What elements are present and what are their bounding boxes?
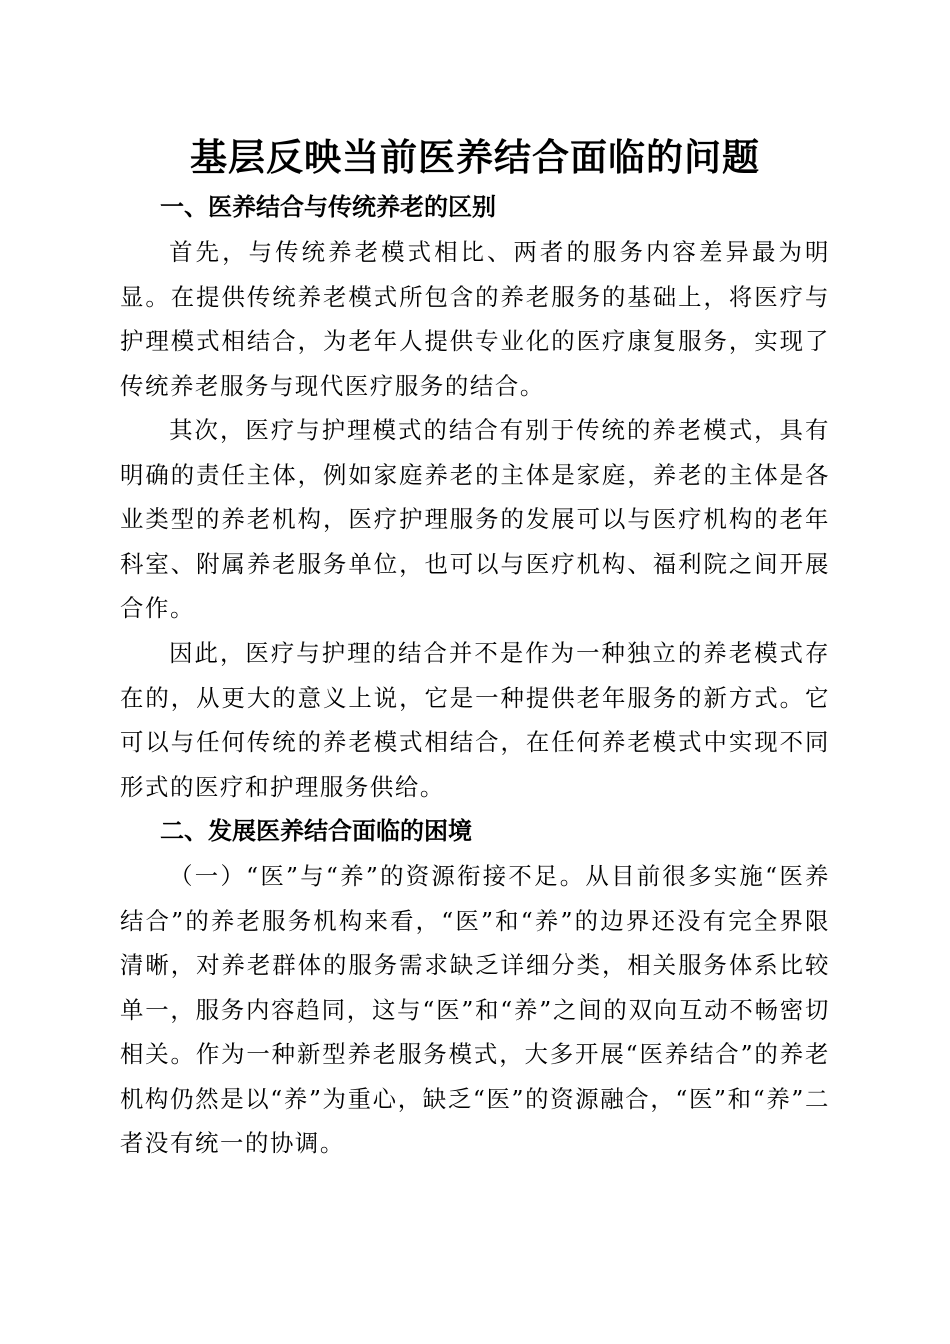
section-heading-1: 一、医养结合与传统养老的区别 bbox=[160, 193, 496, 221]
paragraph-2: 其次，医疗与护理模式的结合有别于传统的养老模式，具有明确的责任主体，例如家庭养老的主体是家庭，养老的主体是各业类型的养老机构，医疗护理服务的发展可以与医疗机构的老年科室、附属养老服务单位，也可以与医疗机构、福利院之间开展合作。 bbox=[120, 416, 830, 622]
paragraph-1: 首先，与传统养老模式相比、两者的服务内容差异最为明显。在提供传统养老模式所包含的养老服务的基础上，将医疗与护理模式相结合，为老年人提供专业化的医疗康复服务，实现了传统养老服务与现代医疗服务的结合。 bbox=[120, 238, 830, 400]
section-heading-2: 二、发展医养结合面临的困境 bbox=[160, 817, 472, 845]
paragraph-4: （一）“医”与“养”的资源衔接不足。从目前很多实施“医养结合”的养老服务机构来看，“医”和“养”的边界还没有完全界限清晰，对养老群体的服务需求缺乏详细分类，相关服务体系比较单一，服务内容趋同，这与“医”和“养”之间的双向互动不畅密切相关。作为一种新型养老服务模式，大多开展“医养结合”的养老机构仍然是以“养”为重心，缺乏“医”的资源融合，“医”和“养”二者没有统一的协调。 bbox=[120, 862, 830, 1157]
document-title: 基层反映当前医养结合面临的问题 bbox=[190, 135, 760, 179]
paragraph-3: 因此，医疗与护理的结合并不是作为一种独立的养老模式存在的，从更大的意义上说，它是一种提供老年服务的新方式。它可以与任何传统的养老模式相结合，在任何养老模式中实现不同形式的医疗和护理服务供给。 bbox=[120, 639, 830, 801]
